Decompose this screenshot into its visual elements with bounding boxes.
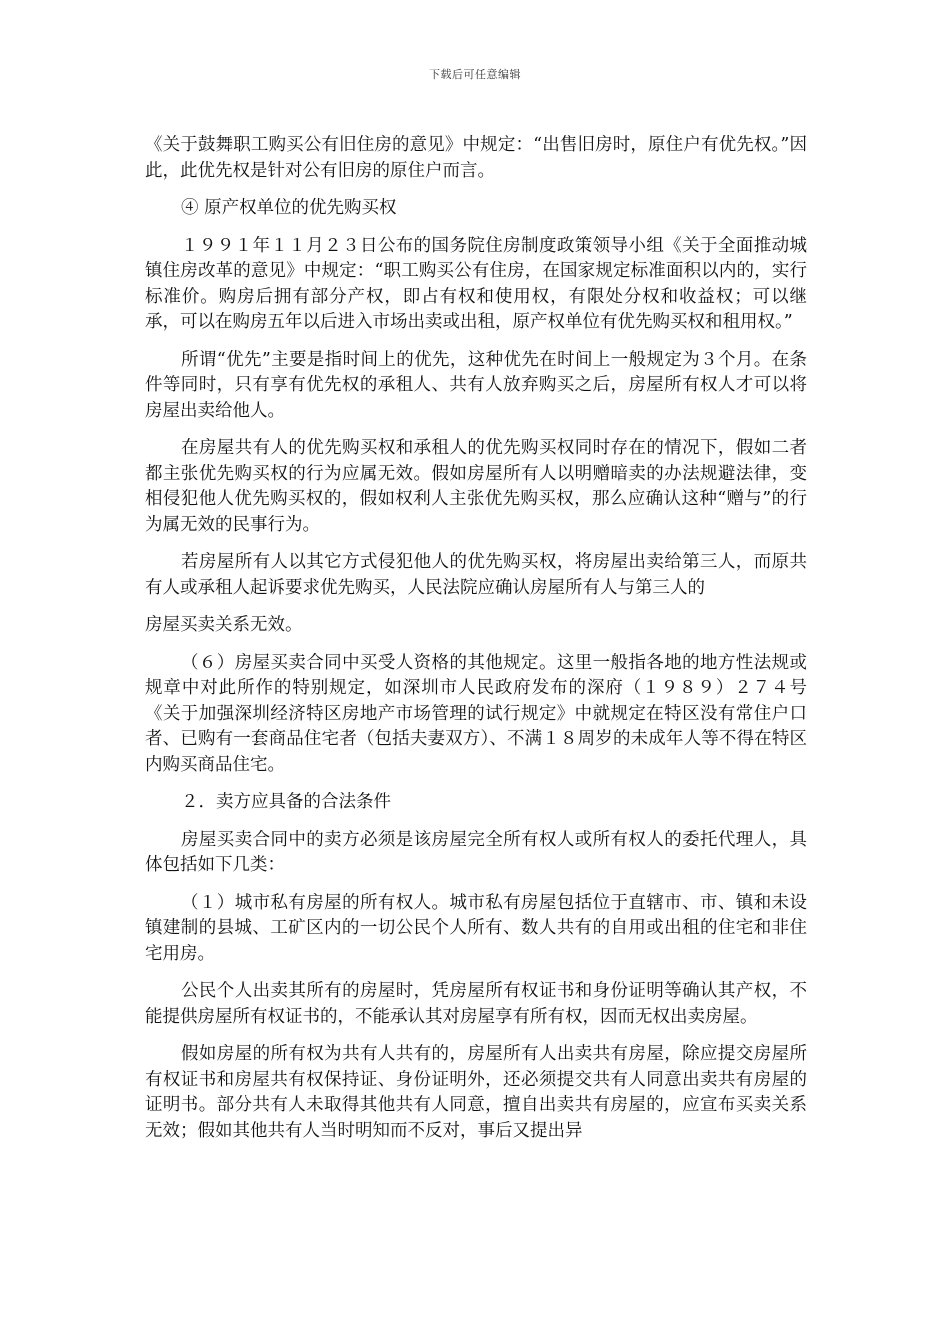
document-body bbox=[145, 133, 807, 1156]
paragraph: 《关于鼓舞职工购买公有旧住房的意见》中规定：“出售旧房时，原住户有优先权。”因此，此优先权是针对公有旧房的原住户而言。 bbox=[145, 135, 807, 181]
paragraph: 在房屋共有人的优先购买权和承租人的优先购买权同时存在的情况下，假如二者都主张优先购买权的行为应属无效。假如房屋所有人以明赠暗卖的办法规避法律，变相侵犯他人优先购买权的，假如权利人主张优先购买权，那么应确认这种“赠与”的行为属无效的民事行为。 bbox=[145, 438, 807, 535]
paragraph: （１）城市私有房屋的所有权人。城市私有房屋包括位于直辖市、市、镇和未设镇建制的县城、工矿区内的一切公民个人所有、数人共有的自用或出租的住宅和非住宅用房。 bbox=[145, 892, 807, 964]
page-header: 下载后可任意编辑 bbox=[429, 68, 521, 81]
paragraph: 公民个人出卖其所有的房屋时，凭房屋所有权证书和身份证明等确认其产权，不能提供房屋所有权证书的，不能承认其对房屋享有所有权，因而无权出卖房屋。 bbox=[145, 981, 807, 1027]
paragraph: 房屋买卖合同中的卖方必须是该房屋完全所有权人或所有权人的委托代理人，具体包括如下几类： bbox=[145, 829, 807, 875]
paragraph: 若房屋所有人以其它方式侵犯他人的优先购买权，将房屋出卖给第三人，而原共有人或承租人起诉要求优先购买，人民法院应确认房屋所有人与第三人的 bbox=[145, 552, 807, 598]
paragraph: 房屋买卖关系无效。 bbox=[145, 615, 303, 635]
paragraph: 假如房屋的所有权为共有人共有的，房屋所有人出卖共有房屋，除应提交房屋所有权证书和房屋共有权保持证、身份证明外，还必须提交共有人同意出卖共有房屋的证明书。部分共有人未取得其他共有人同意，擅自出卖共有房屋的，应宣布买卖关系无效；假如其他共有人当时明知而不反对，事后又提出异 bbox=[145, 1044, 807, 1141]
section-heading: ２．卖方应具备的合法条件 bbox=[181, 792, 391, 812]
paragraph: １９９１年１１月２３日公布的国务院住房制度政策领导小组《关于全面推动城镇住房改革的意见》中规定：“职工购买公有住房，在国家规定标准面积以内的，实行标准价。购房后拥有部分产权，即占有权和使用权，有限处分权和收益权；可以继承，可以在购房五年以后进入市场出卖或出租，原产权单位有优先购买权和租用权。” bbox=[145, 235, 807, 332]
paragraph: （６）房屋买卖合同中买受人资格的其他规定。这里一般指各地的地方性法规或规章中对此所作的特别规定，如深圳市人民政府发布的深府（１９８９）２７４号《关于加强深圳经济特区房地产市场管理的试行规定》中就规定在特区没有常住户口者、已购有一套商品住宅者（包括夫妻双方）、不满１８周岁的未成年人等不得在特区内购买商品住宅。 bbox=[145, 652, 807, 775]
paragraph: 所谓“优先”主要是指时间上的优先，这种优先在时间上一般规定为３个月。在条件等同时，只有享有优先权的承租人、共有人放弃购买之后，房屋所有权人才可以将房屋出卖给他人。 bbox=[145, 349, 807, 421]
section-heading: ④ 原产权单位的优先购买权 bbox=[181, 198, 397, 218]
